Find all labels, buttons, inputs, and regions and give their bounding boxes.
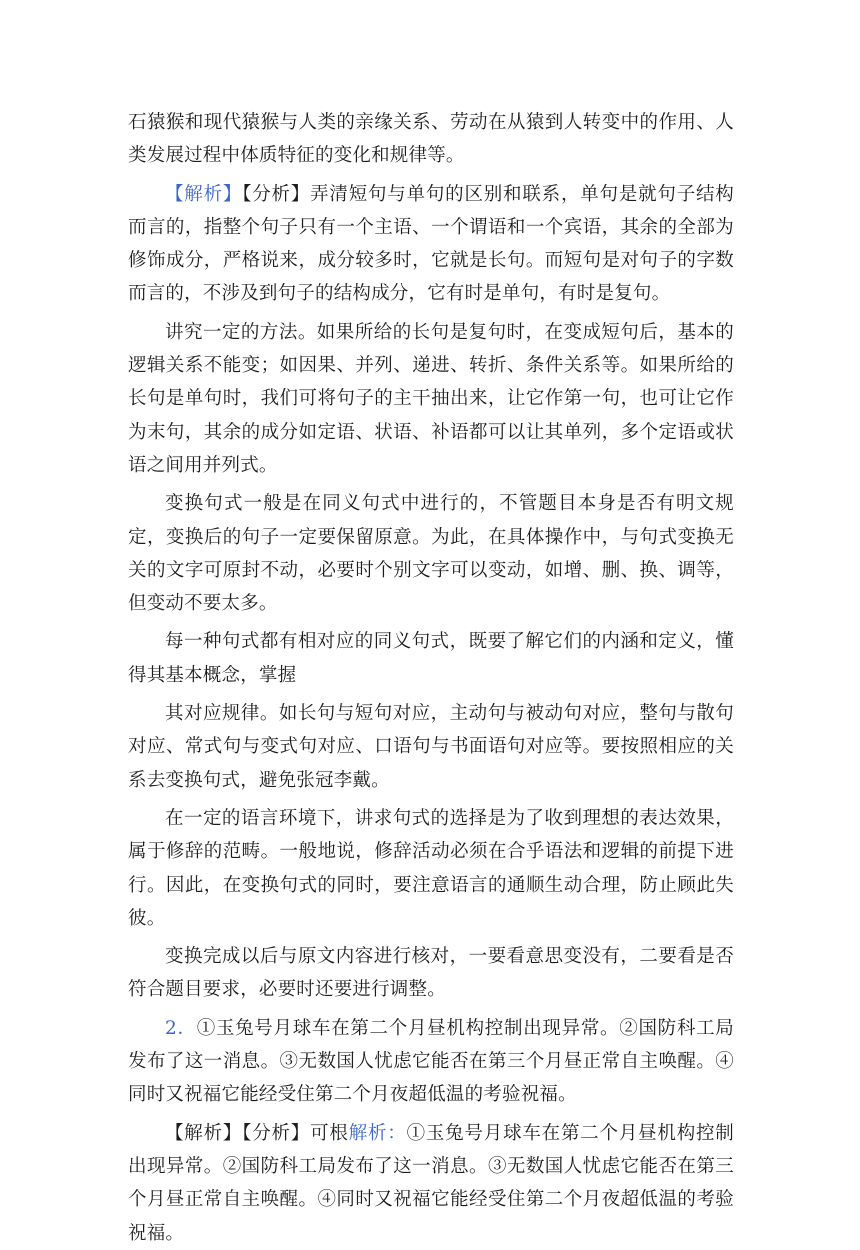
paragraph-rules	[128, 697, 734, 797]
question-number: 2．	[165, 1017, 197, 1039]
paragraph-text: 变换句式一般是在同义句式中进行的，不管题目本身是否有明文规定，变换后的句子一定要保留原意。为此，在具体操作中，与句式变换无关的文字可原封不动，必要时个别文字可以变动，如增、删、换、调等，但变动不要太多。	[128, 493, 734, 615]
question-2	[128, 1012, 734, 1112]
paragraph-text: 其对应规律。如长句与短句对应，主动句与被动句对应，整句与散句对应、常式句与变式句对应、口语句与书面语句对应等。要按照相应的关系去变换句式，避免张冠李戴。	[128, 703, 734, 791]
answer-prefix: 【解析】【分析】可根	[165, 1122, 349, 1144]
answer-text: ①玉兔号月球车在第二个月昼机构控制出现异常。②国防科工局发布了这一消息。③无数国人忧虑它能否在第三个月昼正常自主唤醒。④同时又祝福它能经受住第二个月夜超低温的考验祝福。	[128, 1122, 734, 1244]
answer-2	[128, 1117, 734, 1250]
paragraph-analysis	[128, 178, 734, 311]
paragraph-text: 讲究一定的方法。如果所给的长句是复句时，在变成短句后，基本的逻辑关系不能变；如因果、并列、递进、转折、条件关系等。如果所给的长句是单句时，我们可将句子的主干抽出来，让它作第一句，也可让它作为末句，其余的成分如定语、状语、补语都可以让其单列，多个定语或状语之间用并列式。	[128, 321, 734, 476]
answer-tag: 解析：	[348, 1122, 407, 1144]
paragraph-continuation	[128, 106, 734, 173]
paragraph-synonym	[128, 625, 734, 692]
paragraph-text: 每一种句式都有相对应的同义句式，既要了解它们的内涵和定义，懂得其基本概念，掌握	[128, 631, 734, 686]
analysis-tag: 【解析】	[165, 183, 243, 205]
question-text: ①玉兔号月球车在第二个月昼机构控制出现异常。②国防科工局发布了这一消息。③无数国人忧虑它能否在第三个月昼正常自主唤醒。④同时又祝福它能经受住第二个月夜超低温的考验祝福。	[128, 1017, 734, 1106]
paragraph-context	[128, 802, 734, 935]
document-body	[128, 106, 734, 1250]
paragraph-text: 【分析】弄清短句与单句的区别和联系，单句是就句子结构而言的，指整个句子只有一个主语、一个谓语和一个宾语，其余的全部为修饰成分，严格说来，成分较多时，它就是长句。而短句是对句子的字数而言的，不涉及到句子的结构成分，它有时是单句，有时是复句。	[128, 183, 734, 305]
paragraph-text: 变换完成以后与原文内容进行核对，一要看意思变没有，二要看是否符合题目要求，必要时还要进行调整。	[128, 946, 734, 1001]
paragraph-text: 石猿猴和现代猿猴与人类的亲缘关系、劳动在从猿到人转变中的作用、人类发展过程中体质特征的变化和规律等。	[128, 112, 734, 167]
paragraph-text: 在一定的语言环境下，讲求句式的选择是为了收到理想的表达效果，属于修辞的范畴。一般地说，修辞活动必须在合乎语法和逻辑的前提下进行。因此，在变换句式的同时，要注意语言的通顺生动合理，防止顾此失彼。	[128, 807, 734, 929]
paragraph-check	[128, 940, 734, 1007]
paragraph-transform	[128, 487, 734, 620]
paragraph-method	[128, 316, 734, 482]
